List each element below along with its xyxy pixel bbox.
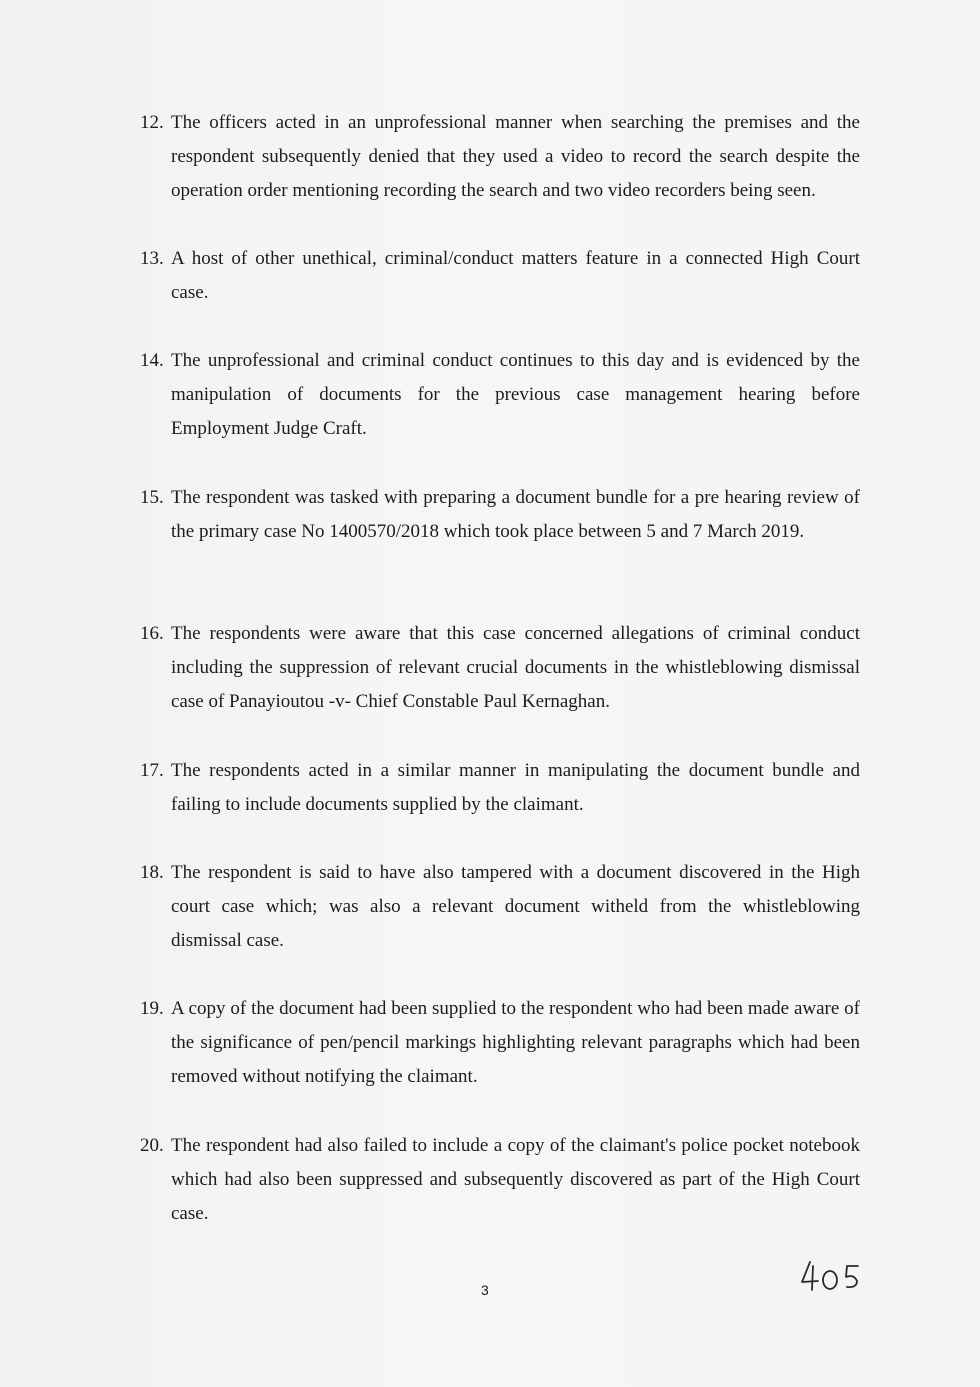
paragraph-20 [140, 1129, 860, 1231]
paragraph-text: The unprofessional and criminal conduct continues to this day and is evidenced by the manipulation of documents for the previous case management hearing before Employment Judge Craft. [171, 350, 860, 439]
paragraph-text: The officers acted in an unprofessional manner when searching the premises and the respondent subsequently denied that they used a video to record the search despite the operation order mentioning recording the search and two video recorders being seen. [171, 112, 860, 201]
paragraph-13 [140, 242, 860, 310]
paragraph-17 [140, 754, 860, 822]
paragraph-15 [140, 481, 860, 549]
paragraph-text: The respondents were aware that this case concerned allegations of criminal conduct including the suppression of relevant crucial documents in the whistleblowing dismissal case of Panayioutou -v- Chief Constable Paul Kernaghan. [171, 623, 860, 712]
paragraph-text: The respondent was tasked with preparing a document bundle for a pre hearing review of the primary case No 1400570/2018 which took place between 5 and 7 March 2019. [171, 487, 860, 542]
paragraph-12 [140, 106, 860, 208]
paragraph-18 [140, 856, 860, 958]
paragraph-number: 15. [140, 487, 164, 508]
paragraph-text: The respondent had also failed to include a copy of the claimant's police pocket notebook which had also been suppressed and subsequently discovered as part of the High Court case. [171, 1135, 860, 1224]
paragraph-number: 20. [140, 1135, 164, 1156]
paragraph-text: The respondents acted in a similar manner in manipulating the document bundle and failing to include documents supplied by the claimant. [171, 760, 860, 815]
handwritten-page-number [796, 1256, 866, 1296]
paragraph-number: 14. [140, 350, 164, 371]
paragraph-text: The respondent is said to have also tampered with a document discovered in the High court case which; was also a relevant document witheld from the whistleblowing dismissal case. [171, 862, 860, 951]
paragraph-14 [140, 344, 860, 446]
paragraph-number: 17. [140, 760, 164, 781]
paragraph-text: A copy of the document had been supplied to the respondent who had been made aware of the significance of pen/pencil markings highlighting relevant paragraphs which had been removed without notifying the claimant. [171, 998, 860, 1087]
paragraph-number: 12. [140, 112, 164, 133]
paragraph-number: 13. [140, 248, 164, 269]
paragraph-number: 18. [140, 862, 164, 883]
paragraph-number: 19. [140, 998, 164, 1019]
page-number: 3 [481, 1282, 489, 1298]
paragraph-19 [140, 992, 860, 1094]
paragraph-number: 16. [140, 623, 164, 644]
paragraph-text: A host of other unethical, criminal/conduct matters feature in a connected High Court case. [171, 248, 860, 303]
paragraph-16 [140, 617, 860, 719]
